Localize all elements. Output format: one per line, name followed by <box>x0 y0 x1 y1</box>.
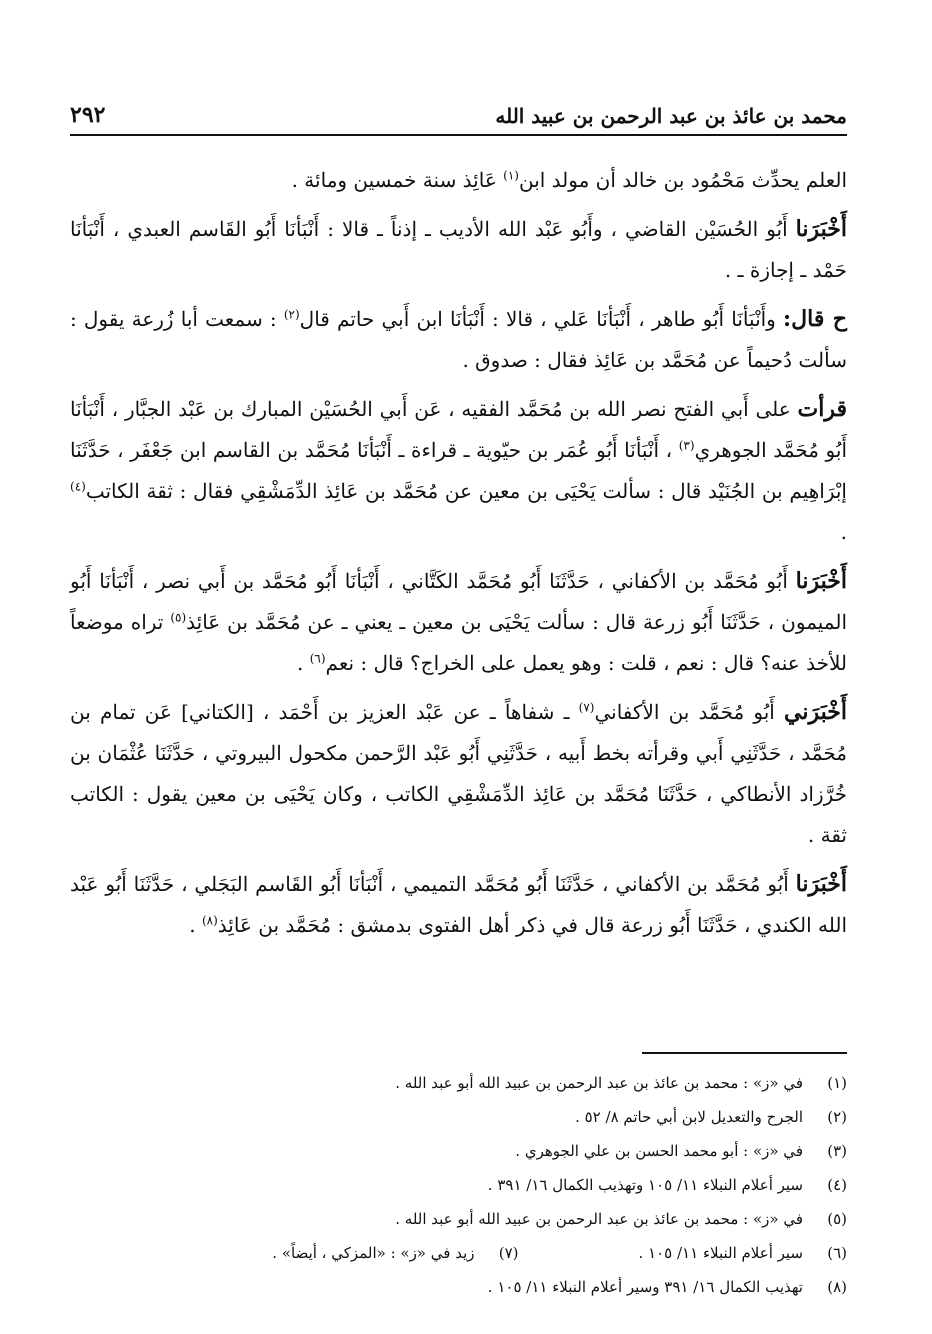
paragraph-lead-word: ح قال: <box>783 306 848 332</box>
footnote-text: في «ز» : محمد بن عائذ بن عبد الرحمن بن عبيد الله أبو عبد الله . <box>395 1210 803 1228</box>
paragraph-lead-word: أَخْبَرَنا <box>795 216 847 242</box>
paragraph-text: أَبُو مُحَمَّد بن الأكفاني ، حَدَّثَنَا أَبُو مُحَمَّد الكَتَّاني ، أَنْبَأنَا أَبُو مُحَمَّد بن أَبي نصر ، أَنْبَأنَا أَبُو الميمون ، حَدَّثَنَا أَبُو زرعة قال : سألت يَحْيَى بن معين ـ يعني ـ عن مُحَمَّد بن عَائِذ <box>70 569 848 634</box>
paragraph-text: العلم يحدِّث مَحْمُود بن خالد أن مولد ابن <box>518 168 847 192</box>
main-text <box>70 160 847 954</box>
footnote-number: (٨) <box>827 1278 847 1296</box>
footnote-text: الجرح والتعديل لابن أبي حاتم ٨/ ٥٢ . <box>575 1108 803 1126</box>
footnote <box>70 1100 847 1134</box>
footnote-text: زيد في «ز» : «المزكي ، أيضاً» . <box>272 1244 475 1262</box>
footnote <box>70 1270 847 1304</box>
paragraph-text: عَائِذ سنة خمسين ومائة . <box>291 168 504 192</box>
footnote-ref[interactable]: (٨) <box>201 913 218 928</box>
paragraph-text: على أَبي الفتح نصر الله بن مُحَمَّد الفقيه ، عَن أَبي الحُسَيْن المبارك بن عَبْد الجبَّار ، أَنْبَأنَا أَبُو مُحَمَّد الجوهري <box>70 397 848 462</box>
footnote-number: (٣) <box>827 1142 847 1160</box>
footnote-text: تهذيب الكمال ١٦/ ٣٩١ وسير أعلام النبلاء ١١/ ١٠٥ . <box>487 1278 803 1296</box>
paragraph <box>70 561 847 684</box>
paragraph-text: أَبُو الحُسَيْن القاضي ، وأَبُو عَبْد الله الأديب ـ إذناً ـ قالا : أَنْبَأنَا أَبُو القَاسم العبدي ، أَنْبَأنَا حَمْد ـ إجازة ـ . <box>70 217 847 282</box>
footnote-ref[interactable]: (٢) <box>283 307 300 322</box>
footnote-number: (٦) <box>827 1244 847 1262</box>
paragraph <box>70 692 847 856</box>
footnote-number: (٤) <box>827 1176 847 1194</box>
paragraph-text: وأَنْبَأنَا أَبُو طاهر ، أَنْبَأنَا عَلي ، قالا : أَنْبَأنَا ابن أَبي حاتم قال <box>299 307 784 331</box>
paragraph-lead-word: قرأت <box>797 396 847 422</box>
paragraph-lead-word: أَخْبَرَنا <box>795 568 847 594</box>
paragraph <box>70 160 847 201</box>
paragraph-text: ، أَنْبَأنَا أَبُو عُمَر بن حيّوية ـ قراءة ـ أَنْبَأنَا مُحَمَّد بن القاسم ابن جَعْفَر ، حَدَّثَنَا إبْرَاهِيم بن الجُنَيْد قال : سألت يَحْيَى بن معين عن مُحَمَّد بن عَائِذ الدِّمَشْقِي فقال : ثقة الكاتب <box>70 438 847 503</box>
footnote-ref[interactable]: (٥) <box>170 610 187 625</box>
footnote-ref[interactable]: (٦) <box>309 651 326 666</box>
footnote-text: في «ز» : أبو محمد الحسن بن علي الجوهري . <box>515 1142 803 1160</box>
paragraph-text: أَبُو مُحَمَّد بن الأكفاني <box>594 700 785 724</box>
paragraph <box>70 864 847 946</box>
paragraph-text: تراه موضعاً للأخذ عنه؟ قال : نعم ، قلت : وهو يعمل على الخراج؟ قال : نعم <box>70 610 847 675</box>
footnote-ref[interactable]: (٤) <box>70 479 86 494</box>
paragraph <box>70 209 847 291</box>
footnote-ref[interactable]: (٧) <box>578 700 595 715</box>
paragraph-text: . <box>296 651 310 675</box>
footnote-ref[interactable]: (١) <box>503 168 519 183</box>
paragraph-text: . <box>189 913 202 937</box>
footnote-text: سير أعلام النبلاء ١١/ ١٠٥ وتهذيب الكمال ١٦/ ٣٩١ . <box>487 1176 803 1194</box>
paragraph-text: : سمعت أبا زُرعة يقول : سألت دُحيماً عن مُحَمَّد بن عَائِذ فقال : صدوق . <box>70 307 847 372</box>
footnote-number: (١) <box>827 1074 847 1092</box>
footnote-number: (٥) <box>827 1210 847 1228</box>
paragraph <box>70 389 847 553</box>
footnote-number: (٧) <box>498 1244 519 1262</box>
footnote-text: في «ز» : محمد بن عائذ بن عبد الرحمن بن عبيد الله أبو عبد الله . <box>395 1074 803 1092</box>
footnote-separator <box>642 1052 847 1054</box>
paragraph-text: . <box>840 520 847 544</box>
page-number: ٢٩٢ <box>70 102 106 128</box>
footnote <box>70 1236 847 1270</box>
footnote <box>70 1066 847 1100</box>
page-header <box>70 88 847 136</box>
paragraph <box>70 299 847 381</box>
footnote-number: (٢) <box>827 1108 847 1126</box>
running-title: محمد بن عائذ بن عبد الرحمن بن عبيد الله <box>495 104 847 128</box>
footnote <box>70 1134 847 1168</box>
paragraph-text: أَبُو مُحَمَّد بن الأكفاني ، حَدَّثَنَا أَبُو مُحَمَّد التميمي ، أَنْبَأنَا أَبُو القَاسم البَجَلي ، حَدَّثَنَا أَبُو عَبْد الله الكندي ، حَدَّثَنَا أَبُو زرعة قال في ذكر أهل الفتوى بدمشق : مُحَمَّد بن عَائِذ <box>70 872 847 937</box>
paragraph-lead-word: أَخْبَرَنا <box>795 871 847 897</box>
footnote <box>70 1202 847 1236</box>
footnotes <box>70 1066 847 1304</box>
footnote <box>70 1168 847 1202</box>
footnote-text: سير أعلام النبلاء ١١/ ١٠٥ . <box>638 1244 803 1262</box>
paragraph-text: ـ شفاهاً ـ عن عَبْد العزيز بن أَحْمَد ، [الكتاني] عَن تمام بن مُحَمَّد ، حَدَّثَنِي أَبي وقرأته بخط أَبيه ، حَدَّثَنِي أَبُو عَبْد الرَّحمن مكحول البيروتي ، حَدَّثَنَا عُثْمَان بن خُرَّزاد الأنطاكي ، حَدَّثَنَا مُحَمَّد بن عَائِذ الدِّمَشْقِي الكاتب ، وكان يَحْيَى بن معين يقول : الكاتب ثقة . <box>70 700 847 847</box>
footnote-ref[interactable]: (٣) <box>678 438 695 453</box>
paragraph-lead-word: أَخْبَرَني <box>784 699 847 725</box>
